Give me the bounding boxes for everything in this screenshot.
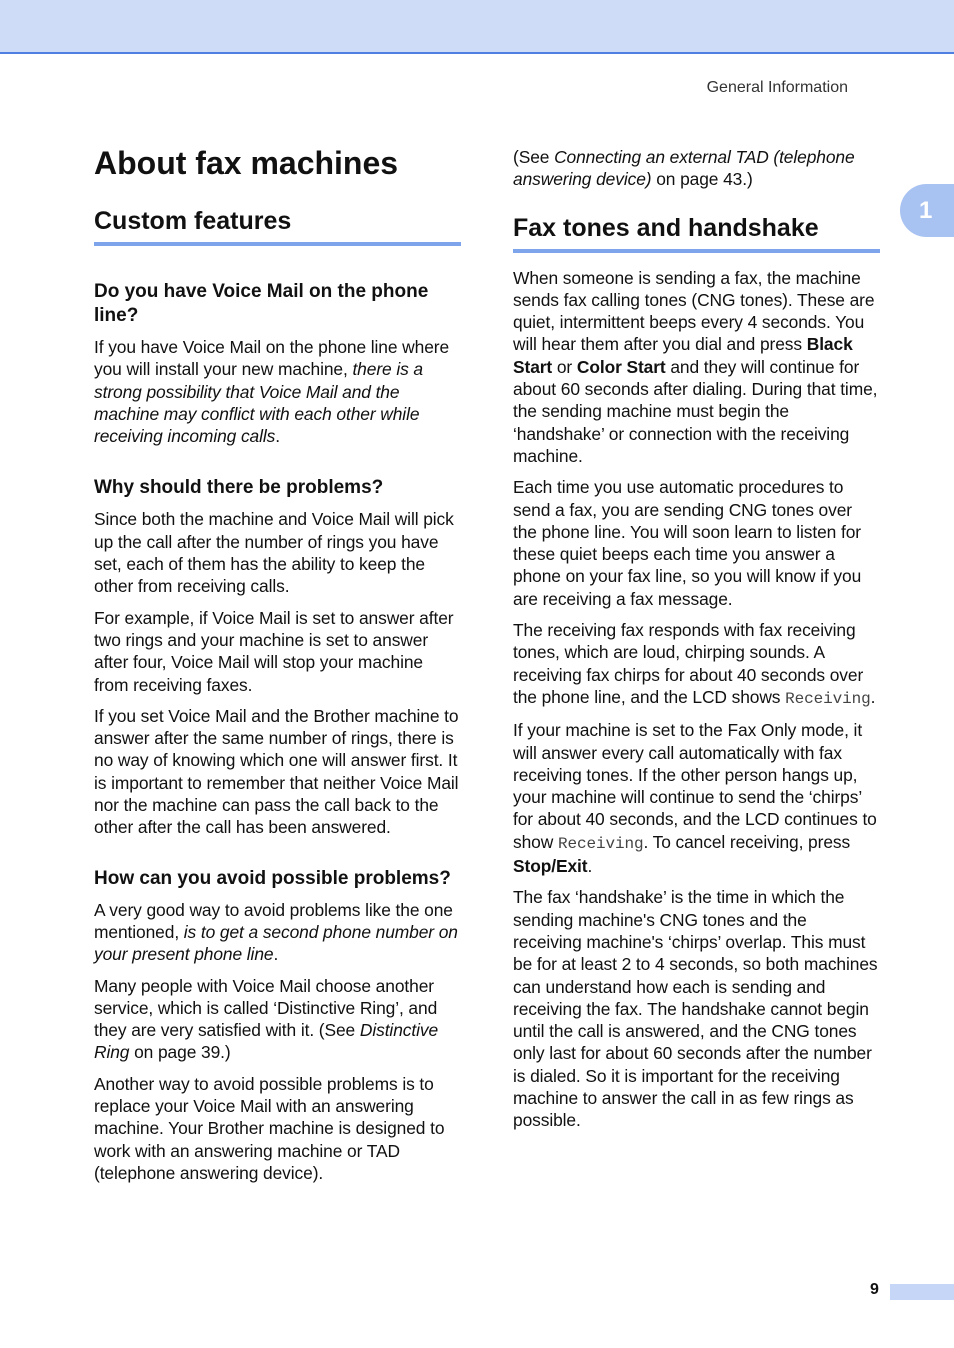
page-number: 9 <box>870 1281 879 1298</box>
paragraph-tones-4: If your machine is set to the Fax Only mode, it will answer every call automatically with fax receiving tones. If the other person hangs up, your machine will continue to send the ‘chirps’ for about 40 seconds, and the LCD continues to show Receiving. To cancel receiving, press Stop/Exit. <box>513 720 877 877</box>
page-title: About fax machines <box>94 145 399 181</box>
paragraph-avoid-3: Another way to avoid possible problems is to replace your Voice Mail with an answering machine. Your Brother machine is designed to work with an answering machine or TAD (telephone answering device). <box>94 1073 445 1183</box>
paragraph-avoid-1: A very good way to avoid problems like the one mentioned, is to get a second phone number on your present phone line. <box>94 899 458 965</box>
paragraph-why-2: For example, if Voice Mail is set to answer after two rings and your machine is set to answer after four, Voice Mail will stop your machine from receiving faxes. <box>94 607 454 695</box>
section-heading-custom-features: Custom features <box>94 206 461 246</box>
paragraph-why-1: Since both the machine and Voice Mail will pick up the call after the number of rings you have set, each of them has the ability to keep the other from receiving calls. <box>94 509 454 597</box>
paragraph-tones-5: The fax ‘handshake’ is the time in which the sending machine's CNG tones and the receiving machine's ‘chirps’ overlap. This must be for at least 2 to 4 seconds, so both machines can understand how each is sending and receiving the fax. The handshake cannot begin until the call is answered, and the CNG tones only last for about 60 seconds after the number is dialed. So it is important for the receiving machine to answer the call in as few rings as possible. <box>513 887 878 1131</box>
running-head: General Information <box>706 79 848 96</box>
left-column <box>94 140 461 1193</box>
page-number-bar <box>890 1284 954 1300</box>
paragraph-continued: (See Connecting an external TAD (telephone answering device) on page 43.) <box>513 147 855 190</box>
section-heading-fax-tones: Fax tones and handshake <box>513 213 880 253</box>
right-column <box>513 146 880 1141</box>
paragraph-tones-3: The receiving fax responds with fax receiving tones, which are loud, chirping sounds. A receiving fax chirps for about 40 seconds over the phone line, and the LCD shows Receiving. <box>513 620 876 708</box>
paragraph-avoid-2: Many people with Voice Mail choose another service, which is called ‘Distinctive Ring’, and they are very satisfied with it. (See Distinctive Ring on page 39.) <box>94 975 439 1063</box>
paragraph-voice-mail: If you have Voice Mail on the phone line where you will install your new machine, there is a strong possibility that Voice Mail and the machine may conflict with each other while receiving incoming calls. <box>94 337 450 447</box>
subheading-avoid-problems: How can you avoid possible problems? <box>94 867 451 889</box>
chapter-number: 1 <box>919 196 933 224</box>
subheading-voice-mail: Do you have Voice Mail on the phone line? <box>94 281 429 326</box>
paragraph-tones-2: Each time you use automatic procedures to send a fax, you are sending CNG tones over the phone line. You will soon learn to listen for these quiet beeps each time you answer a phone on your fax line, so you will know if you are receiving a fax message. <box>513 477 862 609</box>
header-band <box>0 0 954 54</box>
chapter-tab <box>900 184 954 237</box>
subheading-why-problems: Why should there be problems? <box>94 477 384 499</box>
paragraph-why-3: If you set Voice Mail and the Brother machine to answer after the same number of rings, there is no way of knowing which one will answer first. It is important to remember that neither Voice Mail nor the machine can pass the call back to the other after the call has been answered. <box>94 705 459 838</box>
paragraph-tones-1: When someone is sending a fax, the machine sends fax calling tones (CNG tones). These are quiet, intermittent beeps every 4 seconds. You will hear them after you dial and press Black Start or Color Start and they will continue for about 60 seconds after dialing. During that time, the sending machine must begin the ‘handshake’ or connection with the receiving machine. <box>513 267 878 466</box>
